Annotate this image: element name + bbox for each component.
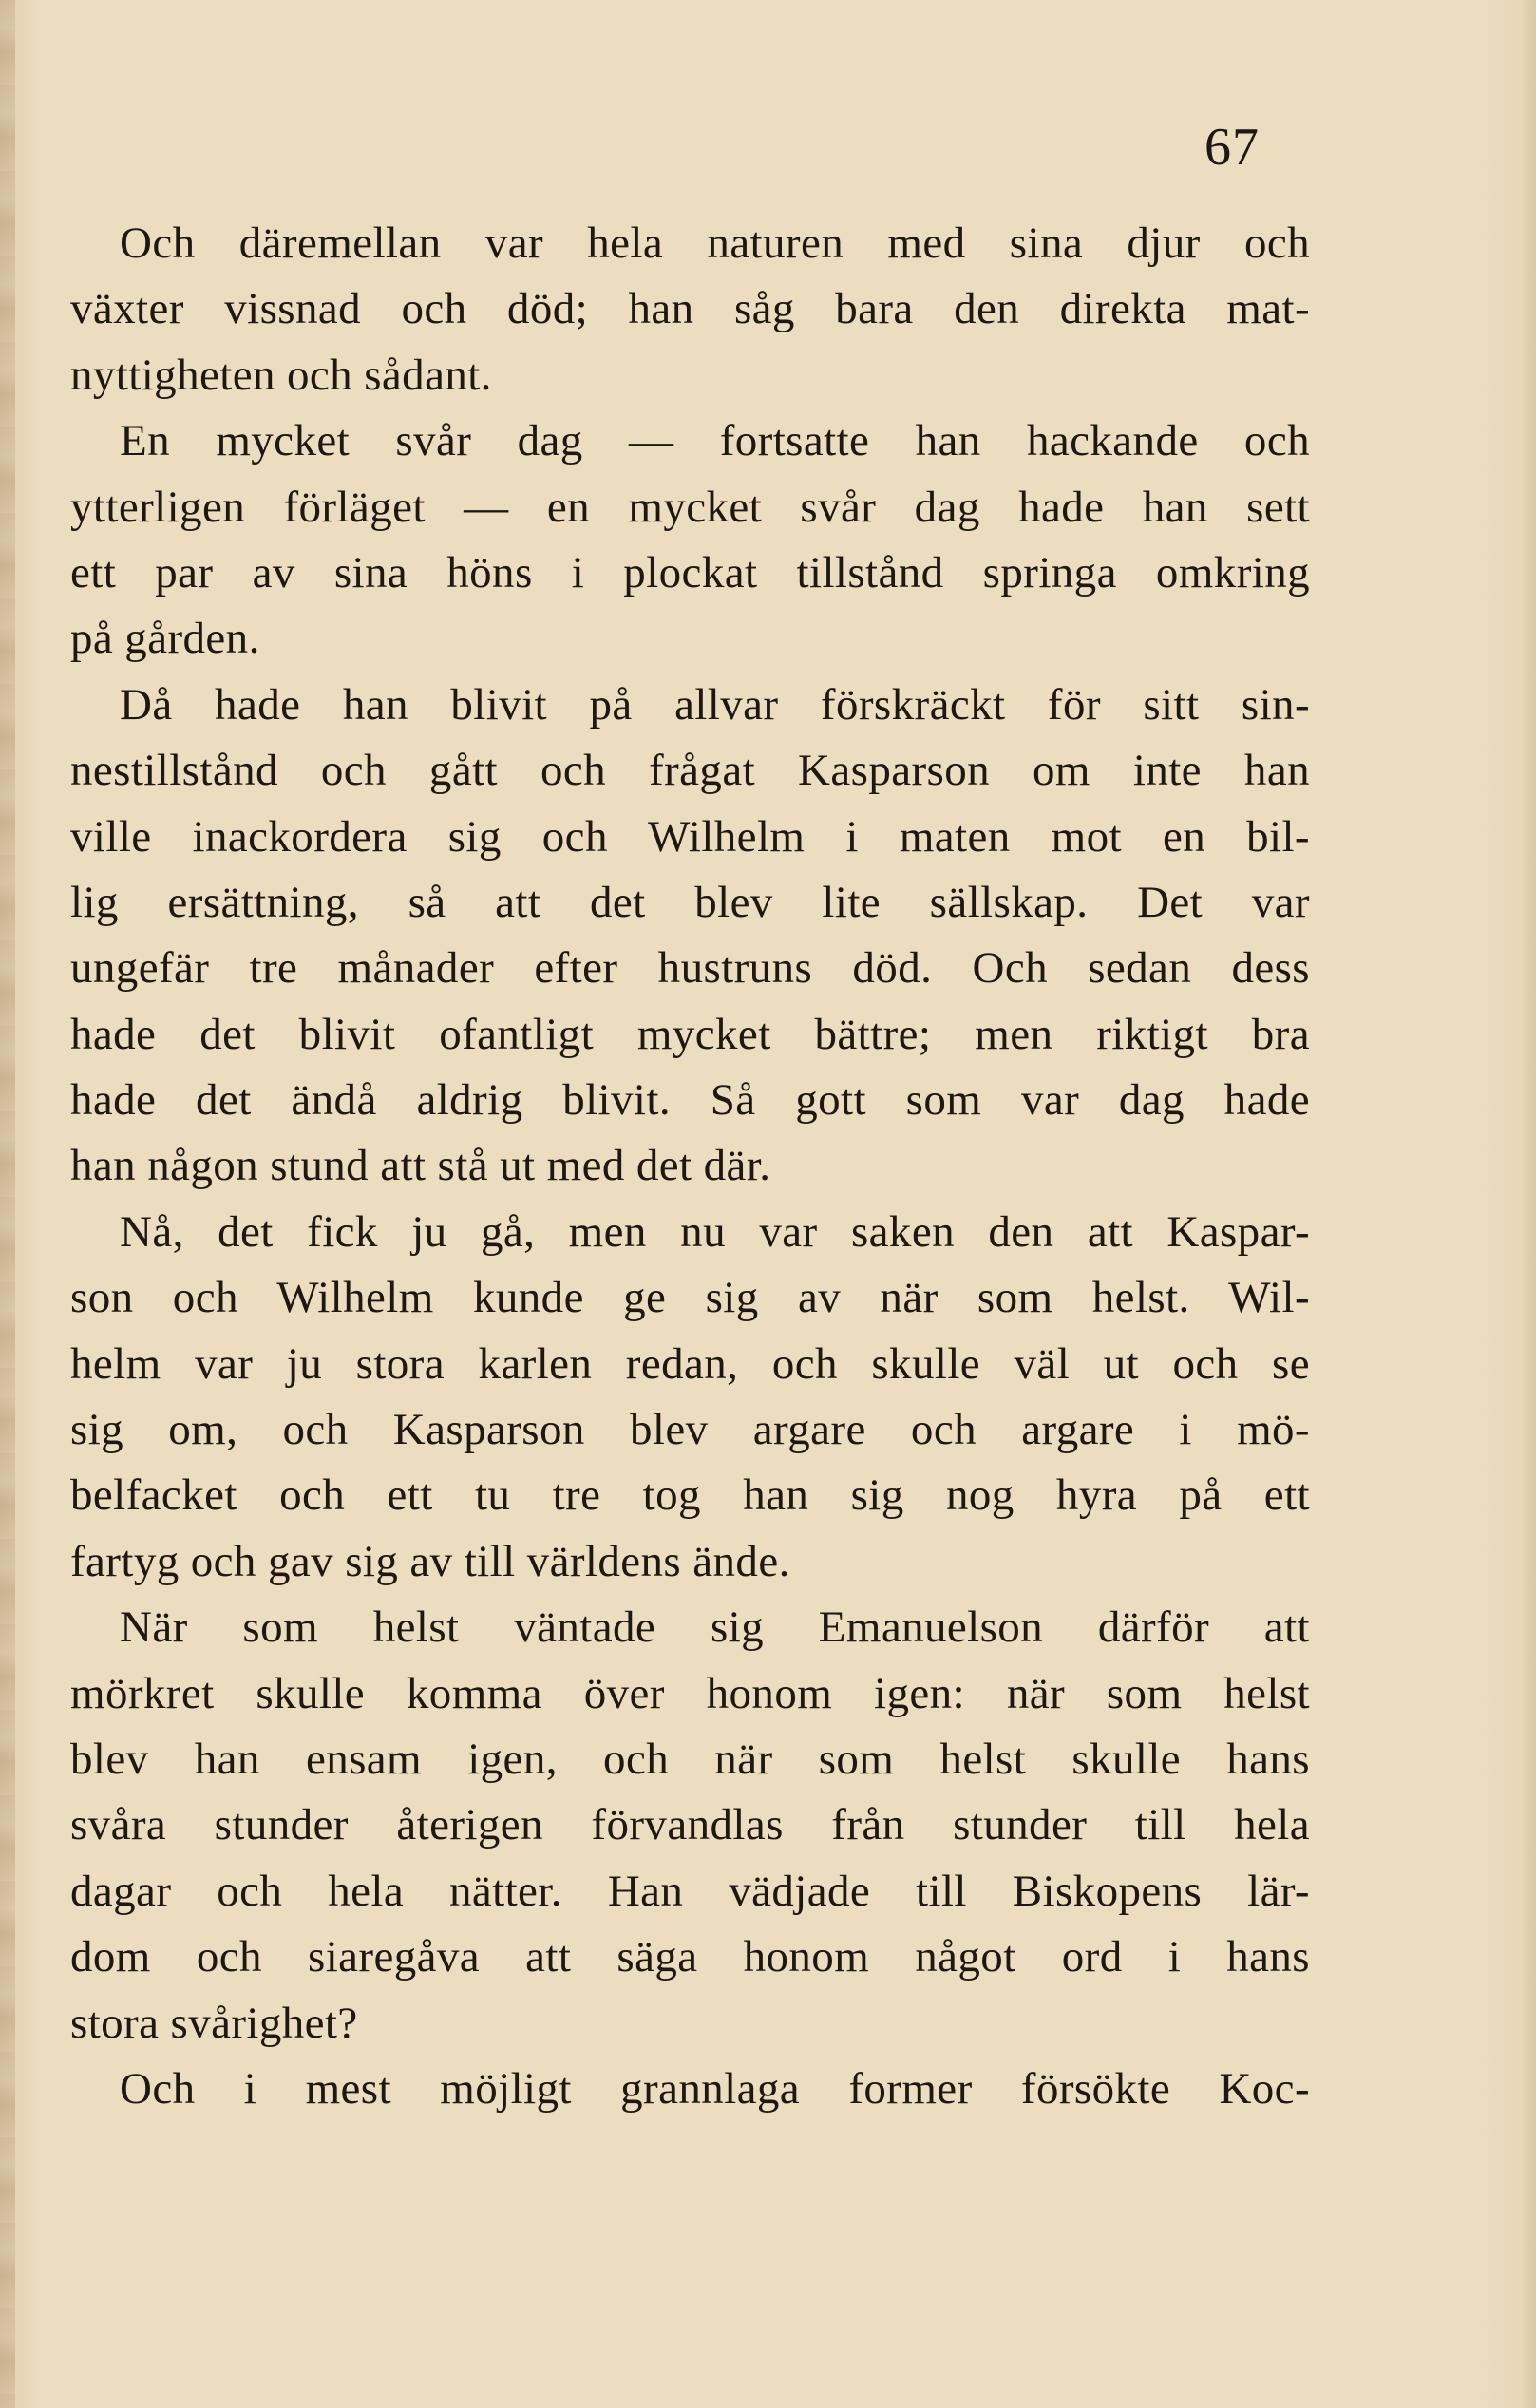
body-text: [70, 211, 1310, 2122]
text-line: dagar och hela nätter. Han vädjade till Biskopens lär-: [70, 1866, 1310, 1916]
text-line: ett par av sina höns i plockat tillstånd springa omkring: [70, 547, 1310, 597]
text-line: hade det blivit ofantligt mycket bättre; men riktigt bra: [70, 1009, 1310, 1059]
text-line: hade det ändå aldrig blivit. Så gott som var dag hade: [70, 1075, 1310, 1126]
text-line: nyttigheten och sådant.: [70, 350, 492, 400]
text-line: sig om, och Kasparson blev argare och argare i mö-: [70, 1405, 1310, 1455]
text-line: Och i mest möjligt grannlaga former försökte Koc-: [120, 2063, 1310, 2114]
page-number: 67: [1204, 118, 1260, 177]
text-line: blev han ensam igen, och när som helst skulle hans: [70, 1734, 1310, 1784]
text-line: han någon stund att stå ut med det där.: [70, 1141, 771, 1191]
text-line: dom och siaregåva att säga honom något ord i hans: [70, 1932, 1310, 1982]
text-line: Nå, det fick ju gå, men nu var saken den att Kaspar-: [120, 1206, 1310, 1257]
text-line: fartyg och gav sig av till världens ände.: [70, 1536, 790, 1586]
text-line: När som helst väntade sig Emanuelson därför att: [120, 1602, 1310, 1653]
text-line: lig ersättning, så att det blev lite sällskap. Det var: [70, 877, 1310, 927]
text-line: Då hade han blivit på allvar förskräckt för sitt sin-: [120, 679, 1310, 730]
text-line: ungefär tre månader efter hustruns död. Och sedan dess: [70, 943, 1310, 994]
text-line: En mycket svår dag — fortsatte han hackande och: [120, 416, 1310, 466]
text-line: nestillstånd och gått och frågat Kasparson om inte han: [70, 746, 1310, 796]
text-line: belfacket och ett tu tre tog han sig nog hyra på ett: [70, 1470, 1310, 1521]
text-line: på gården.: [70, 614, 260, 664]
text-line: Och däremellan var hela naturen med sina djur och: [120, 218, 1310, 268]
text-line: stora svårighet?: [70, 1998, 358, 2048]
text-line: svåra stunder återigen förvandlas från stunder till hela: [70, 1800, 1310, 1850]
text-line: ville inackordera sig och Wilhelm i maten mot en bil-: [70, 811, 1310, 862]
text-line: helm var ju stora karlen redan, och skulle väl ut och se: [70, 1338, 1310, 1389]
text-line: ytterligen förläget — en mycket svår dag hade han sett: [70, 482, 1310, 532]
text-line: son och Wilhelm kunde ge sig av när som helst. Wil-: [70, 1273, 1310, 1323]
binding-edge: [0, 0, 15, 2408]
text-line: mörkret skulle komma över honom igen: när som helst: [70, 1668, 1310, 1718]
text-line: växter vissnad och död; han såg bara den direkta mat-: [70, 284, 1310, 334]
